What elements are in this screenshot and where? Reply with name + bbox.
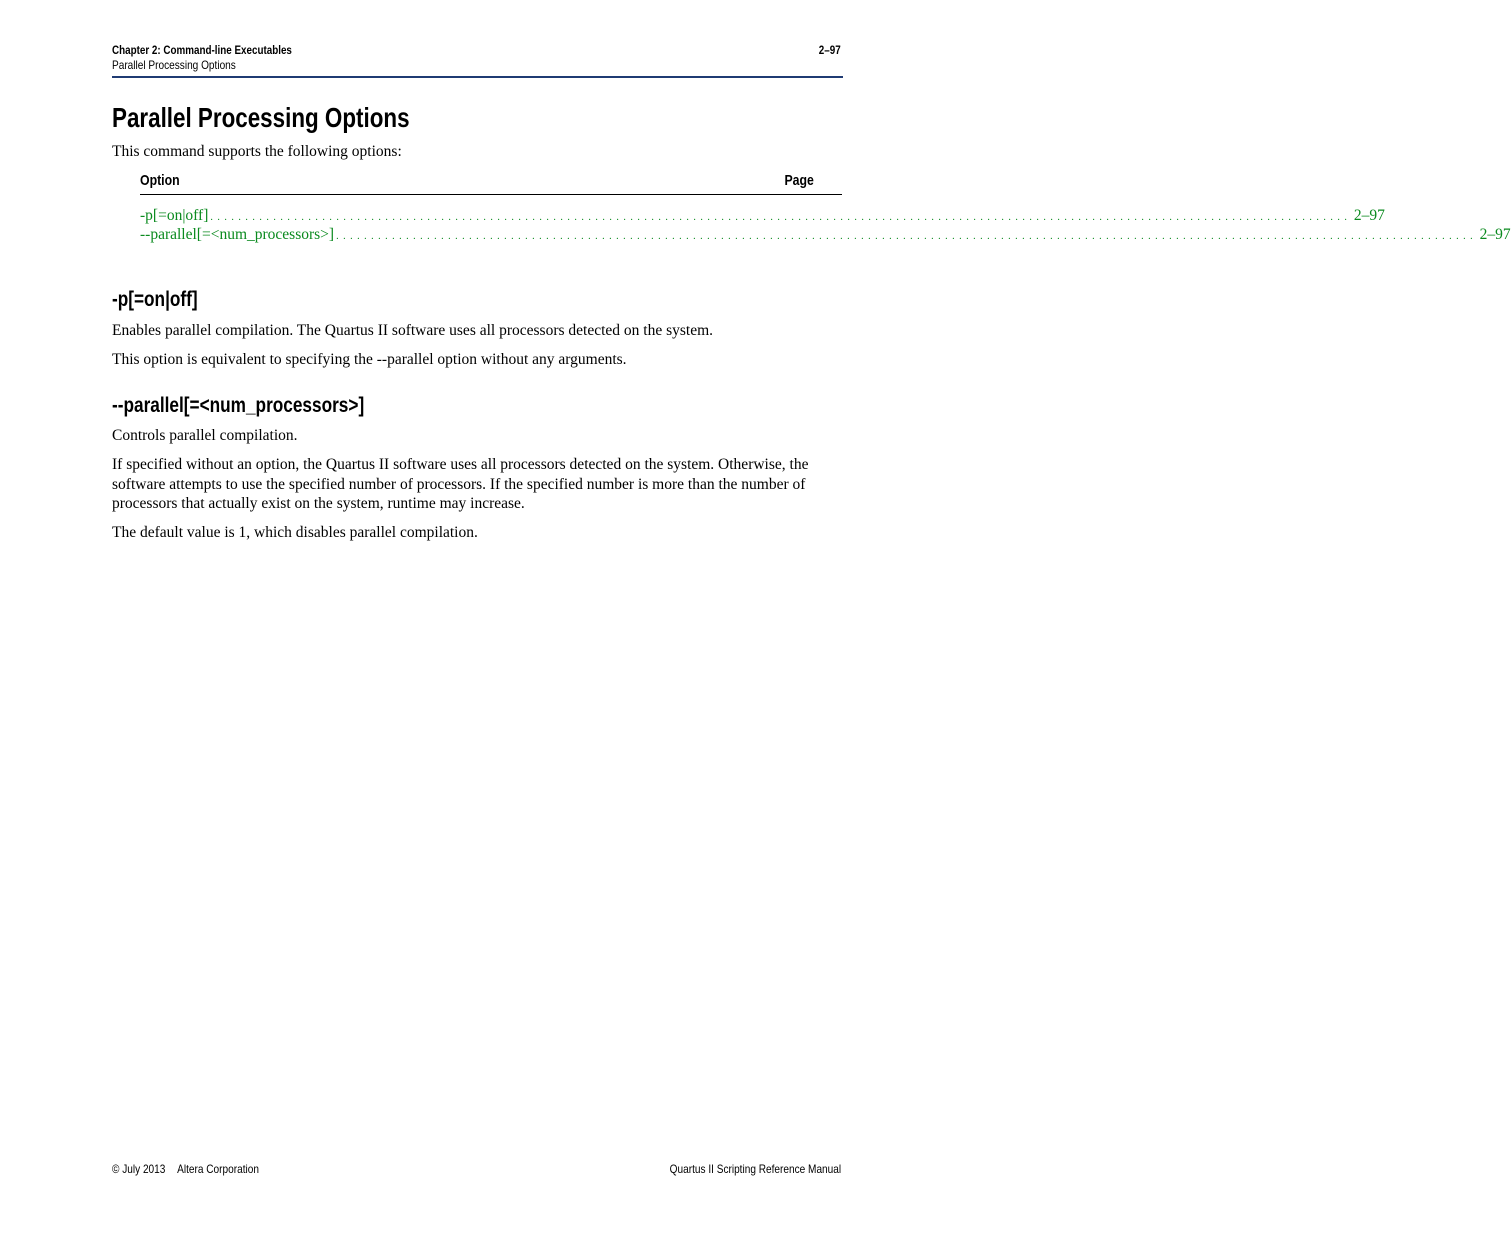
- toc-page-number: 2–97: [1353, 207, 1385, 224]
- page-title: Parallel Processing Options: [112, 102, 410, 133]
- toc-option-label: --parallel[=<num_processors>]: [140, 226, 335, 243]
- section-heading-parallel-option: --parallel[=<num_processors>]: [112, 394, 365, 417]
- toc-link-parallel-option[interactable]: [140, 226, 1511, 246]
- paragraph: The default value is 1, which disables parallel compilation.: [112, 524, 478, 541]
- paragraph: Enables parallel compilation. The Quartus II software uses all processors detected on the system.: [112, 322, 714, 339]
- toc-page-number: 2–97: [1479, 226, 1511, 243]
- table-header-option: Option: [140, 172, 180, 189]
- footer-company: Altera Corporation: [177, 1162, 259, 1176]
- footer-left: [112, 1162, 259, 1176]
- paragraph: Controls parallel compilation.: [112, 427, 298, 444]
- running-header-chapter: Chapter 2: Command-line Executables: [112, 43, 292, 57]
- running-header-section: Parallel Processing Options: [112, 58, 236, 72]
- footer-manual-title: Quartus II Scripting Reference Manual: [669, 1162, 841, 1176]
- paragraph: If specified without an option, the Quartus II software uses all processors detected on the system. Otherwise, the software attempts to use the specified number of processors. If the specified number is more than the number of processors that actually exist on the system, runtime may increase.: [112, 456, 809, 512]
- paragraph: This option is equivalent to specifying the --parallel option without any arguments.: [112, 351, 627, 368]
- running-header-page-number: 2–97: [819, 43, 841, 57]
- table-header-rule: [140, 194, 842, 195]
- toc-dot-leader: . . . . . . . . . . . . . . . . . . . . . . . . . . . . . . . . . . . . . . . . . . . . . . . . . . . . . . . . . . . . . . . . . . . . . . . . . . . . . . . . . . . . . . . . . . . . . . . . . . . . . . . . . . . . . . . . . . . . . . . . . . . . . . . . . . . . . . . . . . . . . . . . . . . . . . . . . . . . . . . . . . .: [336, 231, 1474, 242]
- toc-dot-leader: . . . . . . . . . . . . . . . . . . . . . . . . . . . . . . . . . . . . . . . . . . . . . . . . . . . . . . . . . . . . . . . . . . . . . . . . . . . . . . . . . . . . . . . . . . . . . . . . . . . . . . . . . . . . . . . . . . . . . . . . . . . . . . . . . . . . . . . . . . . . . . . . . . . . . . . . . . . . . . . . . . .: [210, 212, 1348, 223]
- section-heading-p-option: -p[=on|off]: [112, 288, 198, 311]
- footer-date: © July 2013: [112, 1162, 166, 1176]
- intro-text: This command supports the following options:: [112, 143, 402, 160]
- toc-option-label: -p[=on|off]: [140, 207, 209, 224]
- table-header-page: Page: [784, 172, 814, 189]
- header-rule: [112, 76, 843, 78]
- toc-link-p-option[interactable]: [140, 207, 1385, 227]
